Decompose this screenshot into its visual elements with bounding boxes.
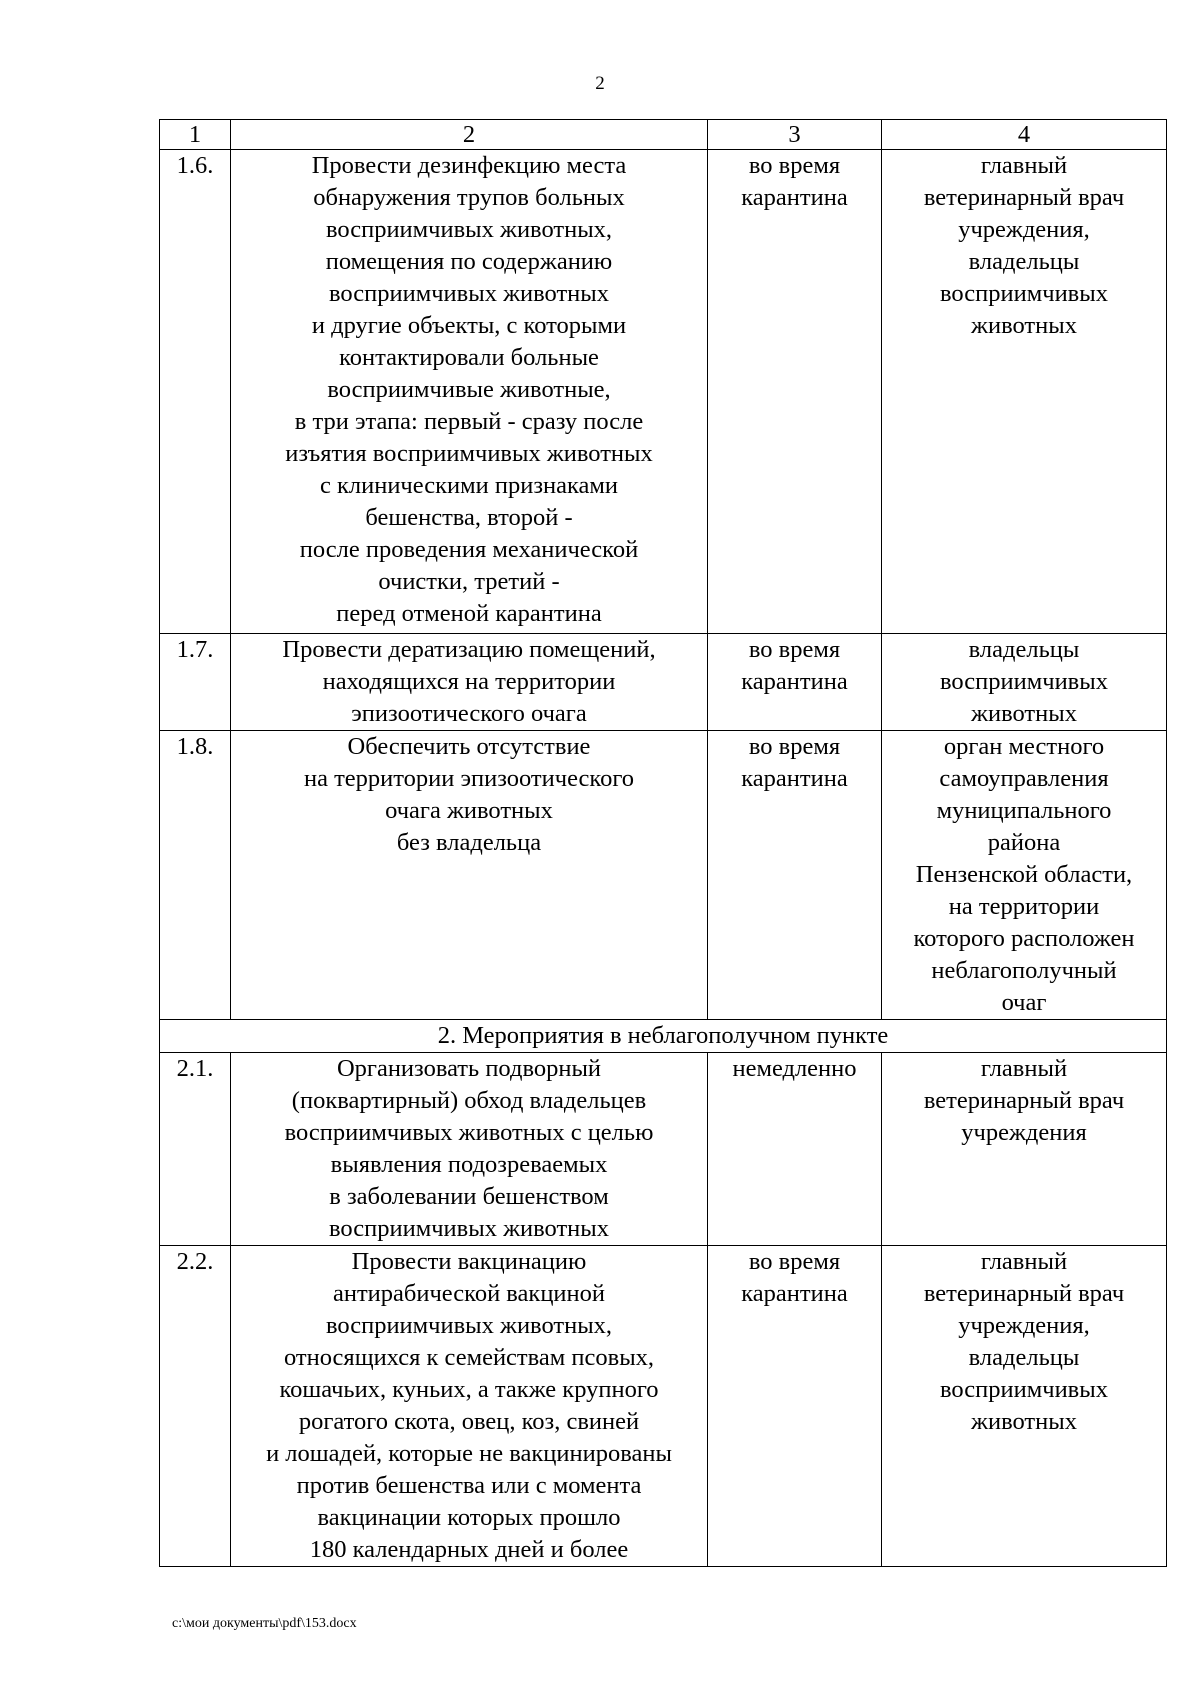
- table-row-2-2: [160, 1246, 1167, 1567]
- measures-table: [159, 119, 1167, 1567]
- row-number: 1.7.: [160, 634, 231, 731]
- header-cell-2: 2: [231, 120, 708, 150]
- row-responsible: главный ветеринарный врач учреждения: [882, 1053, 1167, 1246]
- page-number: 2: [595, 73, 605, 94]
- row-term: во время карантина: [708, 731, 882, 1020]
- table-row-2-1: [160, 1053, 1167, 1246]
- row-responsible: главный ветеринарный врач учреждения, владельцы восприимчивых животных: [882, 150, 1167, 634]
- row-term: во время карантина: [708, 1246, 882, 1567]
- footer-file-path: c:\мои документы\pdf\153.docx: [172, 1616, 357, 1631]
- table-header-row: [160, 120, 1167, 150]
- row-responsible: владельцы восприимчивых животных: [882, 634, 1167, 731]
- row-term: немедленно: [708, 1053, 882, 1246]
- row-action: Провести вакцинацию антирабической вакциной восприимчивых животных, относящихся к семействам псовых, кошачьих, куньих, а также крупного рогатого скота, овец, коз, свиней и лошадей, которые не вакцинированы против бешенства или с момента вакцинации которых прошло 180 календарных дней и более: [231, 1246, 708, 1567]
- row-number: 1.6.: [160, 150, 231, 634]
- table-row-1-8: [160, 731, 1167, 1020]
- header-cell-4: 4: [882, 120, 1167, 150]
- row-number: 2.2.: [160, 1246, 231, 1567]
- section-row: [160, 1020, 1167, 1053]
- row-responsible: орган местного самоуправления муниципального района Пензенской области, на территории которого расположен неблагополучный очаг: [882, 731, 1167, 1020]
- table-row-1-7: [160, 634, 1167, 731]
- row-term: во время карантина: [708, 150, 882, 634]
- row-responsible: главный ветеринарный врач учреждения, владельцы восприимчивых животных: [882, 1246, 1167, 1567]
- table-row-1-6: [160, 150, 1167, 634]
- row-number: 2.1.: [160, 1053, 231, 1246]
- row-action: Провести дератизацию помещений, находящихся на территории эпизоотического очага: [231, 634, 708, 731]
- row-term: во время карантина: [708, 634, 882, 731]
- header-cell-1: 1: [160, 120, 231, 150]
- row-action: Провести дезинфекцию места обнаружения трупов больных восприимчивых животных, помещения по содержанию восприимчивых животных и другие объекты, с которыми контактировали больные восприимчивые животные, в три этапа: первый - сразу после изъятия восприимчивых животных с клиническими признаками бешенства, второй - после проведения механической очистки, третий - перед отменой карантина: [231, 150, 708, 634]
- section-title: 2. Мероприятия в неблагополучном пункте: [160, 1020, 1167, 1053]
- row-action: Обеспечить отсутствие на территории эпизоотического очага животных без владельца: [231, 731, 708, 1020]
- row-action: Организовать подворный (поквартирный) обход владельцев восприимчивых животных с целью выявления подозреваемых в заболевании бешенством восприимчивых животных: [231, 1053, 708, 1246]
- row-number: 1.8.: [160, 731, 231, 1020]
- header-cell-3: 3: [708, 120, 882, 150]
